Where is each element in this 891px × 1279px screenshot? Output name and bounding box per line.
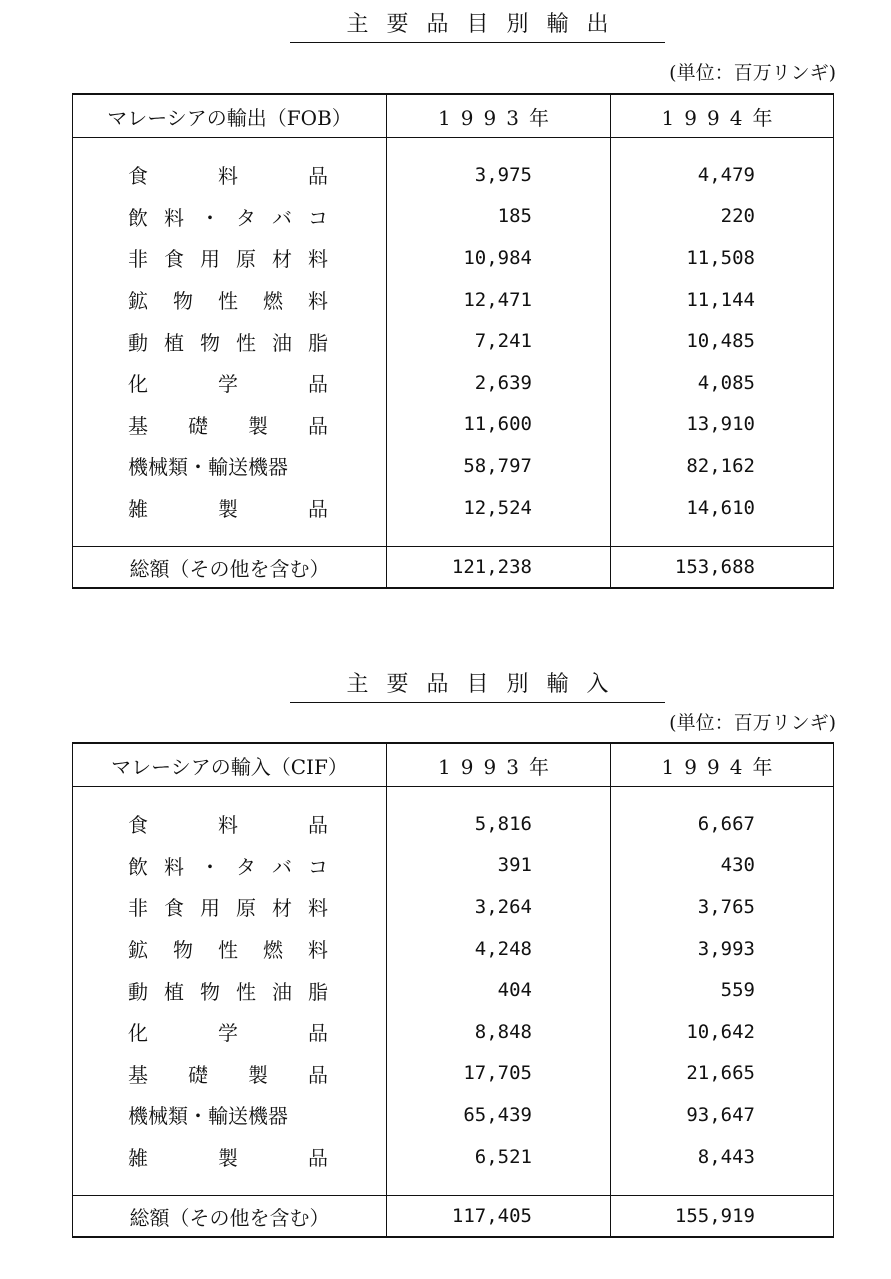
value-1993: 6,521 xyxy=(387,1136,611,1178)
value-1994: 220 xyxy=(611,196,834,238)
row-label-char: 食 xyxy=(164,247,184,272)
row-label-char: 化 xyxy=(128,372,148,397)
value-1993: 3,975 xyxy=(387,154,611,196)
row-label-text xyxy=(128,1017,328,1046)
exports-total-1994: 153,688 xyxy=(611,547,834,589)
row-label-char: 物 xyxy=(200,979,220,1004)
row-label xyxy=(73,1094,387,1136)
row-label-char: タ xyxy=(236,854,256,879)
value-1993: 2,639 xyxy=(387,362,611,404)
row-label xyxy=(73,445,387,487)
spacer-row xyxy=(73,1177,834,1196)
value-1994: 10,642 xyxy=(611,1011,834,1053)
row-label xyxy=(73,886,387,928)
row-label-char: 食 xyxy=(128,813,148,838)
row-label xyxy=(73,404,387,446)
row-label-text xyxy=(128,1100,328,1129)
row-label-char: 材 xyxy=(272,896,292,921)
row-label xyxy=(73,1011,387,1053)
value-1994: 6,667 xyxy=(611,803,834,845)
exports-header-row xyxy=(73,94,834,138)
exports-total-label: 総額（その他を含む） xyxy=(73,547,387,589)
imports-total-1993: 117,405 xyxy=(387,1196,611,1238)
row-label-char: 雑 xyxy=(128,1146,148,1171)
imports-header-item: マレーシアの輸入（CIF） xyxy=(73,743,387,787)
row-label xyxy=(73,320,387,362)
imports-header-1993: 1993年 xyxy=(387,743,611,787)
row-label-char: 品 xyxy=(308,413,328,438)
row-label-char: 礎 xyxy=(188,1062,208,1087)
exports-body xyxy=(73,138,834,547)
row-label-text xyxy=(128,243,328,272)
table-row xyxy=(73,445,834,487)
value-1993: 8,848 xyxy=(387,1011,611,1053)
row-label-char: 料 xyxy=(164,854,184,879)
table-row xyxy=(73,487,834,529)
exports-table xyxy=(72,93,834,589)
table-row xyxy=(73,196,834,238)
exports-total-row xyxy=(73,547,834,589)
table-row xyxy=(73,279,834,321)
value-1993: 185 xyxy=(387,196,611,238)
exports-header-1994: 1994年 xyxy=(611,94,834,138)
table-row xyxy=(73,362,834,404)
row-label-char: 品 xyxy=(308,164,328,189)
value-1993: 12,471 xyxy=(387,279,611,321)
row-label-text xyxy=(128,1059,328,1088)
row-label-char: 化 xyxy=(128,1021,148,1046)
row-label xyxy=(73,279,387,321)
row-label-text xyxy=(128,451,328,480)
row-label-char: 油 xyxy=(272,330,292,355)
row-label-char: 動 xyxy=(128,979,148,1004)
row-label-char: 礎 xyxy=(188,413,208,438)
row-label-char: 非 xyxy=(128,896,148,921)
row-label-char: 物 xyxy=(173,289,193,314)
row-label-char: 製 xyxy=(218,1146,238,1171)
value-1994: 8,443 xyxy=(611,1136,834,1178)
value-1994: 10,485 xyxy=(611,320,834,362)
value-1994: 93,647 xyxy=(611,1094,834,1136)
value-1994: 3,993 xyxy=(611,928,834,970)
row-label-char: 脂 xyxy=(308,979,328,1004)
row-label-text xyxy=(128,202,328,231)
row-label-char: 植 xyxy=(164,330,184,355)
row-label xyxy=(73,928,387,970)
row-label-char: 料 xyxy=(308,289,328,314)
row-label xyxy=(73,1053,387,1095)
row-label-char: 機械類・輸送機器 xyxy=(128,1104,288,1129)
value-1993: 58,797 xyxy=(387,445,611,487)
table-row xyxy=(73,320,834,362)
imports-unit: (単位：百万リンギ) xyxy=(669,712,836,734)
value-1993: 11,600 xyxy=(387,404,611,446)
row-label xyxy=(73,969,387,1011)
row-label xyxy=(73,487,387,529)
table-row xyxy=(73,154,834,196)
value-1993: 10,984 xyxy=(387,237,611,279)
row-label-char: 性 xyxy=(218,938,238,963)
row-label-char: 飲 xyxy=(128,854,148,879)
table-row xyxy=(73,845,834,887)
row-label-char: 品 xyxy=(308,813,328,838)
row-label-text xyxy=(128,1142,328,1171)
row-label-char: 料 xyxy=(218,813,238,838)
value-1994: 14,610 xyxy=(611,487,834,529)
row-label-char: 性 xyxy=(236,979,256,1004)
imports-title: 主要品目別輸入 xyxy=(290,672,665,703)
row-label-char: 物 xyxy=(173,938,193,963)
row-label-char: 基 xyxy=(128,413,148,438)
row-label-char: 品 xyxy=(308,1021,328,1046)
row-label-char: 鉱 xyxy=(128,289,148,314)
table-row xyxy=(73,1136,834,1178)
row-label-char: ・ xyxy=(200,854,220,879)
spacer-row xyxy=(73,528,834,547)
value-1994: 4,085 xyxy=(611,362,834,404)
row-label-text xyxy=(128,892,328,921)
row-label-char: 学 xyxy=(218,1021,238,1046)
row-label-char: 用 xyxy=(200,247,220,272)
table-row xyxy=(73,1053,834,1095)
table-row xyxy=(73,1094,834,1136)
row-label-char: 燃 xyxy=(263,938,283,963)
row-label-char: コ xyxy=(308,205,328,230)
row-label-char: 脂 xyxy=(308,330,328,355)
row-label-text xyxy=(128,809,328,838)
table-row xyxy=(73,1011,834,1053)
row-label-char: 料 xyxy=(308,938,328,963)
row-label-char: 材 xyxy=(272,247,292,272)
row-label-char: 機械類・輸送機器 xyxy=(128,455,288,480)
row-label-char: 製 xyxy=(248,413,268,438)
table-row xyxy=(73,404,834,446)
value-1994: 13,910 xyxy=(611,404,834,446)
table-row xyxy=(73,969,834,1011)
row-label xyxy=(73,237,387,279)
row-label-text xyxy=(128,410,328,439)
imports-header-1994: 1994年 xyxy=(611,743,834,787)
value-1993: 4,248 xyxy=(387,928,611,970)
row-label-char: 雑 xyxy=(128,497,148,522)
table-row xyxy=(73,237,834,279)
imports-table xyxy=(72,742,834,1238)
row-label-char: 料 xyxy=(308,896,328,921)
row-label-char: 鉱 xyxy=(128,938,148,963)
imports-total-1994: 155,919 xyxy=(611,1196,834,1238)
value-1993: 404 xyxy=(387,969,611,1011)
exports-total-1993: 121,238 xyxy=(387,547,611,589)
value-1993: 65,439 xyxy=(387,1094,611,1136)
row-label-char: 品 xyxy=(308,1062,328,1087)
row-label-char: 物 xyxy=(200,330,220,355)
row-label xyxy=(73,196,387,238)
row-label-char: 油 xyxy=(272,979,292,1004)
row-label-text xyxy=(128,327,328,356)
row-label-char: 学 xyxy=(218,372,238,397)
row-label-char: 飲 xyxy=(128,205,148,230)
row-label-char: 基 xyxy=(128,1062,148,1087)
table-row xyxy=(73,928,834,970)
row-label xyxy=(73,154,387,196)
value-1994: 11,144 xyxy=(611,279,834,321)
row-label-char: 品 xyxy=(308,372,328,397)
row-label-char: バ xyxy=(272,205,292,230)
row-label xyxy=(73,1136,387,1178)
spacer-row xyxy=(73,787,834,804)
row-label-char: 動 xyxy=(128,330,148,355)
spacer-row xyxy=(73,138,834,155)
row-label-char: 料 xyxy=(164,205,184,230)
table-row xyxy=(73,803,834,845)
value-1993: 3,264 xyxy=(387,886,611,928)
row-label-char: 食 xyxy=(128,164,148,189)
row-label xyxy=(73,362,387,404)
value-1993: 5,816 xyxy=(387,803,611,845)
value-1994: 4,479 xyxy=(611,154,834,196)
exports-header-item: マレーシアの輸出（FOB） xyxy=(73,94,387,138)
row-label-char: タ xyxy=(236,205,256,230)
imports-total-label: 総額（その他を含む） xyxy=(73,1196,387,1238)
row-label-char: バ xyxy=(272,854,292,879)
row-label-char: 原 xyxy=(236,247,256,272)
row-label-text xyxy=(128,368,328,397)
value-1994: 430 xyxy=(611,845,834,887)
row-label-text xyxy=(128,285,328,314)
value-1993: 12,524 xyxy=(387,487,611,529)
value-1993: 17,705 xyxy=(387,1053,611,1095)
row-label-char: 品 xyxy=(308,1146,328,1171)
row-label-text xyxy=(128,493,328,522)
row-label-char: 用 xyxy=(200,896,220,921)
row-label xyxy=(73,803,387,845)
row-label-char: コ xyxy=(308,854,328,879)
row-label-text xyxy=(128,976,328,1005)
value-1994: 11,508 xyxy=(611,237,834,279)
value-1993: 391 xyxy=(387,845,611,887)
row-label-char: 製 xyxy=(218,497,238,522)
row-label-char: 非 xyxy=(128,247,148,272)
row-label-char: ・ xyxy=(200,205,220,230)
imports-total-row xyxy=(73,1196,834,1238)
row-label-char: 料 xyxy=(218,164,238,189)
row-label-char: 性 xyxy=(236,330,256,355)
row-label-char: 性 xyxy=(218,289,238,314)
exports-unit: (単位：百万リンギ) xyxy=(669,62,836,84)
imports-header-row xyxy=(73,743,834,787)
value-1994: 82,162 xyxy=(611,445,834,487)
imports-body xyxy=(73,787,834,1196)
value-1994: 559 xyxy=(611,969,834,1011)
row-label-char: 原 xyxy=(236,896,256,921)
row-label-char: 料 xyxy=(308,247,328,272)
row-label-text xyxy=(128,851,328,880)
value-1993: 7,241 xyxy=(387,320,611,362)
value-1994: 3,765 xyxy=(611,886,834,928)
exports-header-1993: 1993年 xyxy=(387,94,611,138)
row-label-text xyxy=(128,934,328,963)
row-label-text xyxy=(128,160,328,189)
row-label-char: 食 xyxy=(164,896,184,921)
row-label-char: 製 xyxy=(248,1062,268,1087)
row-label-char: 品 xyxy=(308,497,328,522)
table-row xyxy=(73,886,834,928)
row-label xyxy=(73,845,387,887)
row-label-char: 燃 xyxy=(263,289,283,314)
row-label-char: 植 xyxy=(164,979,184,1004)
exports-title: 主要品目別輸出 xyxy=(290,12,665,43)
value-1994: 21,665 xyxy=(611,1053,834,1095)
